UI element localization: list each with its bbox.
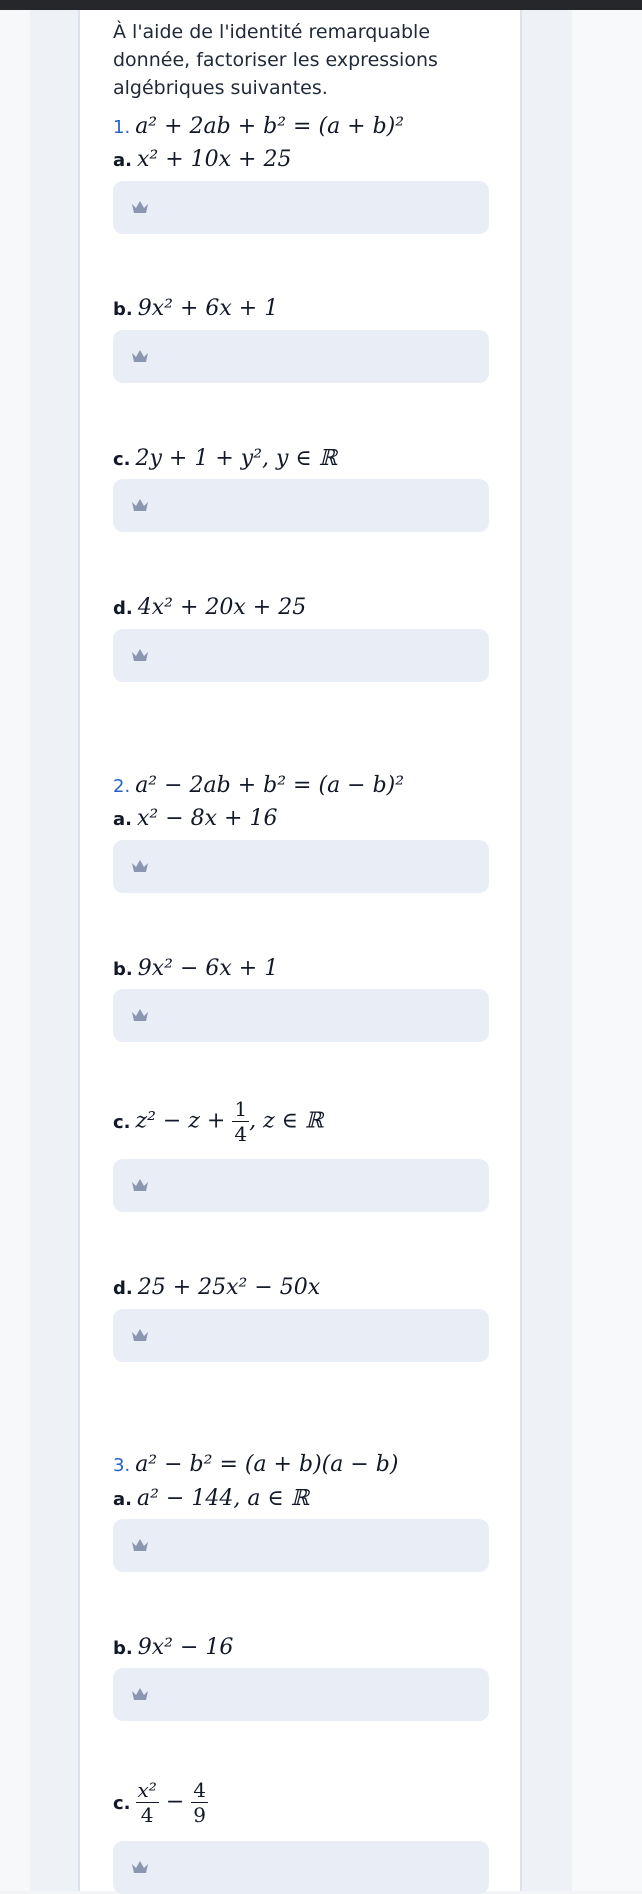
item-1a <box>113 147 291 172</box>
section-1-heading <box>113 114 404 139</box>
item-label: d. <box>113 1278 133 1299</box>
item-2d <box>113 1275 320 1300</box>
answer-field-1a[interactable] <box>113 181 489 234</box>
background-right <box>572 10 642 1891</box>
fraction-numerator: 4 <box>193 1778 206 1802</box>
crown-icon <box>131 1328 149 1342</box>
crown-icon <box>131 1860 149 1874</box>
crown-icon <box>131 1687 149 1701</box>
crown-icon <box>131 648 149 662</box>
instructions-text: À l'aide de l'identité remarquable donnée, factoriser les expressions algébriques suivantes. <box>113 21 438 99</box>
fraction-numerator: 1 <box>234 1097 248 1121</box>
fraction-2 <box>191 1778 208 1827</box>
item-3a <box>113 1486 309 1511</box>
section-number: 1. <box>113 117 131 138</box>
item-1d <box>113 595 306 620</box>
item-expression: 9x² − 6x + 1 <box>137 956 279 981</box>
item-label: b. <box>113 1638 133 1659</box>
item-label: c. <box>113 1111 131 1133</box>
identity-formula: a² − b² = (a + b)(a − b) <box>135 1452 399 1477</box>
item-expression: x² − 8x + 16 <box>136 806 278 831</box>
item-1c <box>113 446 337 471</box>
item-expression: 2y + 1 + y², y ∈ ℝ <box>135 446 337 471</box>
item-2a <box>113 806 277 831</box>
item-expression: x² + 10x + 25 <box>136 147 292 172</box>
fraction-denominator: 9 <box>193 1803 206 1827</box>
section-2-heading <box>113 773 404 798</box>
minus-sign: − <box>165 1789 185 1815</box>
item-expression: 9x² − 16 <box>137 1635 234 1660</box>
item-expression: 4x² + 20x + 25 <box>137 595 307 620</box>
fraction-numerator: x² <box>137 1778 157 1802</box>
section-number: 3. <box>113 1455 131 1476</box>
crown-icon <box>131 349 149 363</box>
item-expression: a² − 144, a ∈ ℝ <box>136 1486 309 1511</box>
background-left <box>0 10 30 1891</box>
fraction-denominator: 4 <box>234 1122 248 1146</box>
answer-field-2d[interactable] <box>113 1309 489 1362</box>
fraction-denominator: 4 <box>140 1803 154 1827</box>
item-label: a. <box>113 809 132 830</box>
answer-field-3a[interactable] <box>113 1519 489 1572</box>
top-bar <box>0 0 642 10</box>
item-2b <box>113 956 278 981</box>
section-number: 2. <box>113 776 131 797</box>
item-expression: 25 + 25x² − 50x <box>137 1275 321 1300</box>
item-label: b. <box>113 299 133 320</box>
item-expression-part: z² − z + <box>135 1108 226 1134</box>
identity-formula: a² − 2ab + b² = (a − b)² <box>135 773 405 798</box>
fraction-1 <box>136 1778 159 1827</box>
item-label: c. <box>113 449 131 470</box>
crown-icon <box>131 859 149 873</box>
answer-field-2b[interactable] <box>113 989 489 1042</box>
answer-field-1b[interactable] <box>113 330 489 383</box>
crown-icon <box>131 1178 149 1192</box>
answer-field-2c[interactable] <box>113 1159 489 1212</box>
crown-icon <box>131 1538 149 1552</box>
item-1b <box>113 296 278 321</box>
item-3b <box>113 1635 233 1660</box>
item-label: a. <box>113 150 132 171</box>
item-label: a. <box>113 1489 132 1510</box>
answer-field-3c[interactable] <box>113 1841 489 1894</box>
answer-field-3b[interactable] <box>113 1668 489 1721</box>
item-2c <box>113 1097 323 1146</box>
identity-formula: a² + 2ab + b² = (a + b)² <box>135 114 405 139</box>
background-stripe-right <box>522 10 572 1891</box>
answer-field-2a[interactable] <box>113 840 489 893</box>
exercise-panel <box>78 10 522 1891</box>
crown-icon <box>131 498 149 512</box>
item-3c <box>113 1778 208 1827</box>
crown-icon <box>131 1008 149 1022</box>
item-label: d. <box>113 598 133 619</box>
section-3-heading <box>113 1452 398 1477</box>
item-label: b. <box>113 959 133 980</box>
item-expression: 9x² + 6x + 1 <box>137 296 279 321</box>
crown-icon <box>131 200 149 214</box>
fraction <box>232 1097 249 1146</box>
answer-field-1c[interactable] <box>113 479 489 532</box>
item-label: c. <box>113 1792 131 1814</box>
item-expression-part: , z ∈ ℝ <box>249 1108 324 1134</box>
answer-field-1d[interactable] <box>113 629 489 682</box>
background-stripe-left <box>30 10 78 1891</box>
